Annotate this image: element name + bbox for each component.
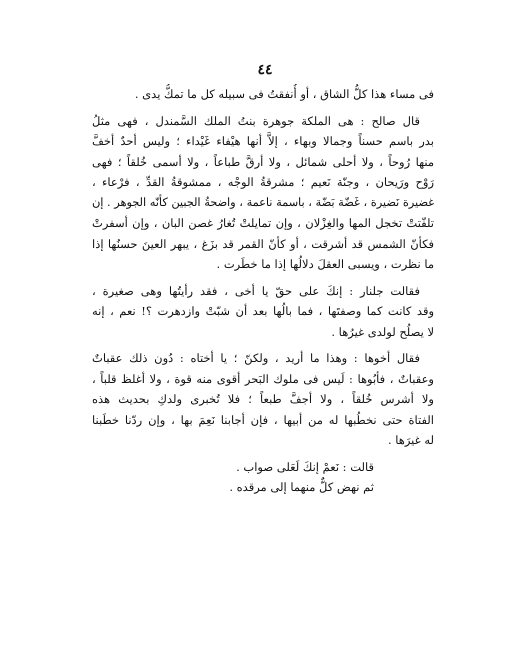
text-line: الفتاة حتى نخطُبها له من أبيها ، فإن أجابنا نَعِمَ بها ، وإن ردّنا خطَبنا [92,412,434,427]
page-number: ٤٤ [257,62,273,78]
text-line: وقد كانت كما وصفتَها ، فما بالُها بعد أن شبّتْ وازدهرت ؟! نعم ، إنه [92,304,434,318]
text-line: منها رُوحاً ، ولا أحلى شمائل ، ولا أرقَّ طباعاً ، ولا أسمى خُلقاً ؛ فهى [92,154,434,169]
text-line: قال صالح : هى الملكة جوهرة بنتُ الملك السَّمندل ، فهى مثلُ [92,113,420,128]
text-line: فقالت جلنار : إنكَ على حقّ يا أخى ، فقد رأيتُها وهى صغيرة ، [92,283,420,298]
text-line: ولا أشرس خُلقاً ، ولا أجفَّ طبعاً ؛ فلا تُخبرى ولدكِ بحديث هذه [92,392,434,406]
text-line: ثم نهض كلٌّ منهما إلى مرقده . [229,480,374,494]
body-text [92,84,434,498]
text-line: له غيرَها . [387,433,434,447]
text-line: فكأنّ الشمس قد أشرقت ، أو كأنّ القمر قد بزَغ ، يبهر العينَ حسنُها إذا [92,236,434,251]
text-line: فقال أخوها : وهذا ما أريد ، ولكنّ ؛ يا أختاه : دُون ذلك عقباتٌ [92,351,420,365]
text-line: فى مساء هذا كلُّ الشاق ، أو أُنفقتُ فى سبيله كل ما تمكُّ يدى . [134,87,434,101]
text-line: لا يصلُح لولدى غيرُها . [331,324,434,339]
text-line: ما نظرت ، ويسبى العقلَ دلالُها إذا ما خطَرت . [216,257,434,271]
text-line: تلفّتتْ تخجل المها والغِزْلان ، وإن تمايلتْ تُغارُ غصن البان ، وإن أسفرتْ [92,216,434,230]
text-line: رَوْح ورَيحان ، وجنّة نَعيم ؛ مشرقةُ الوجْه ، ممشوقةُ القدِّ ، فرْعاء ، [92,175,434,189]
text-line: غضيرة نَضيرة ، غَضّة بَضّة ، باسمة ناعمة ، واضحةُ الجبين كأنّه الجوهر . إن [92,195,434,209]
text-line: وعقباتٌ ، فأبُوها : لَيس فى ملوك البَحر أقوى منه قوة ، ولا أغلظ قلباً ، [92,371,434,386]
text-line: قالت : نَعمْ إنكَ لَعَلى صواب . [236,459,374,474]
text-line: بدر باسم حسناً وجمالا وبهاء ، إلاَّ أنها هيْفاء غَيْداء ؛ وليس أحدٌ أخفَّ [92,134,434,148]
